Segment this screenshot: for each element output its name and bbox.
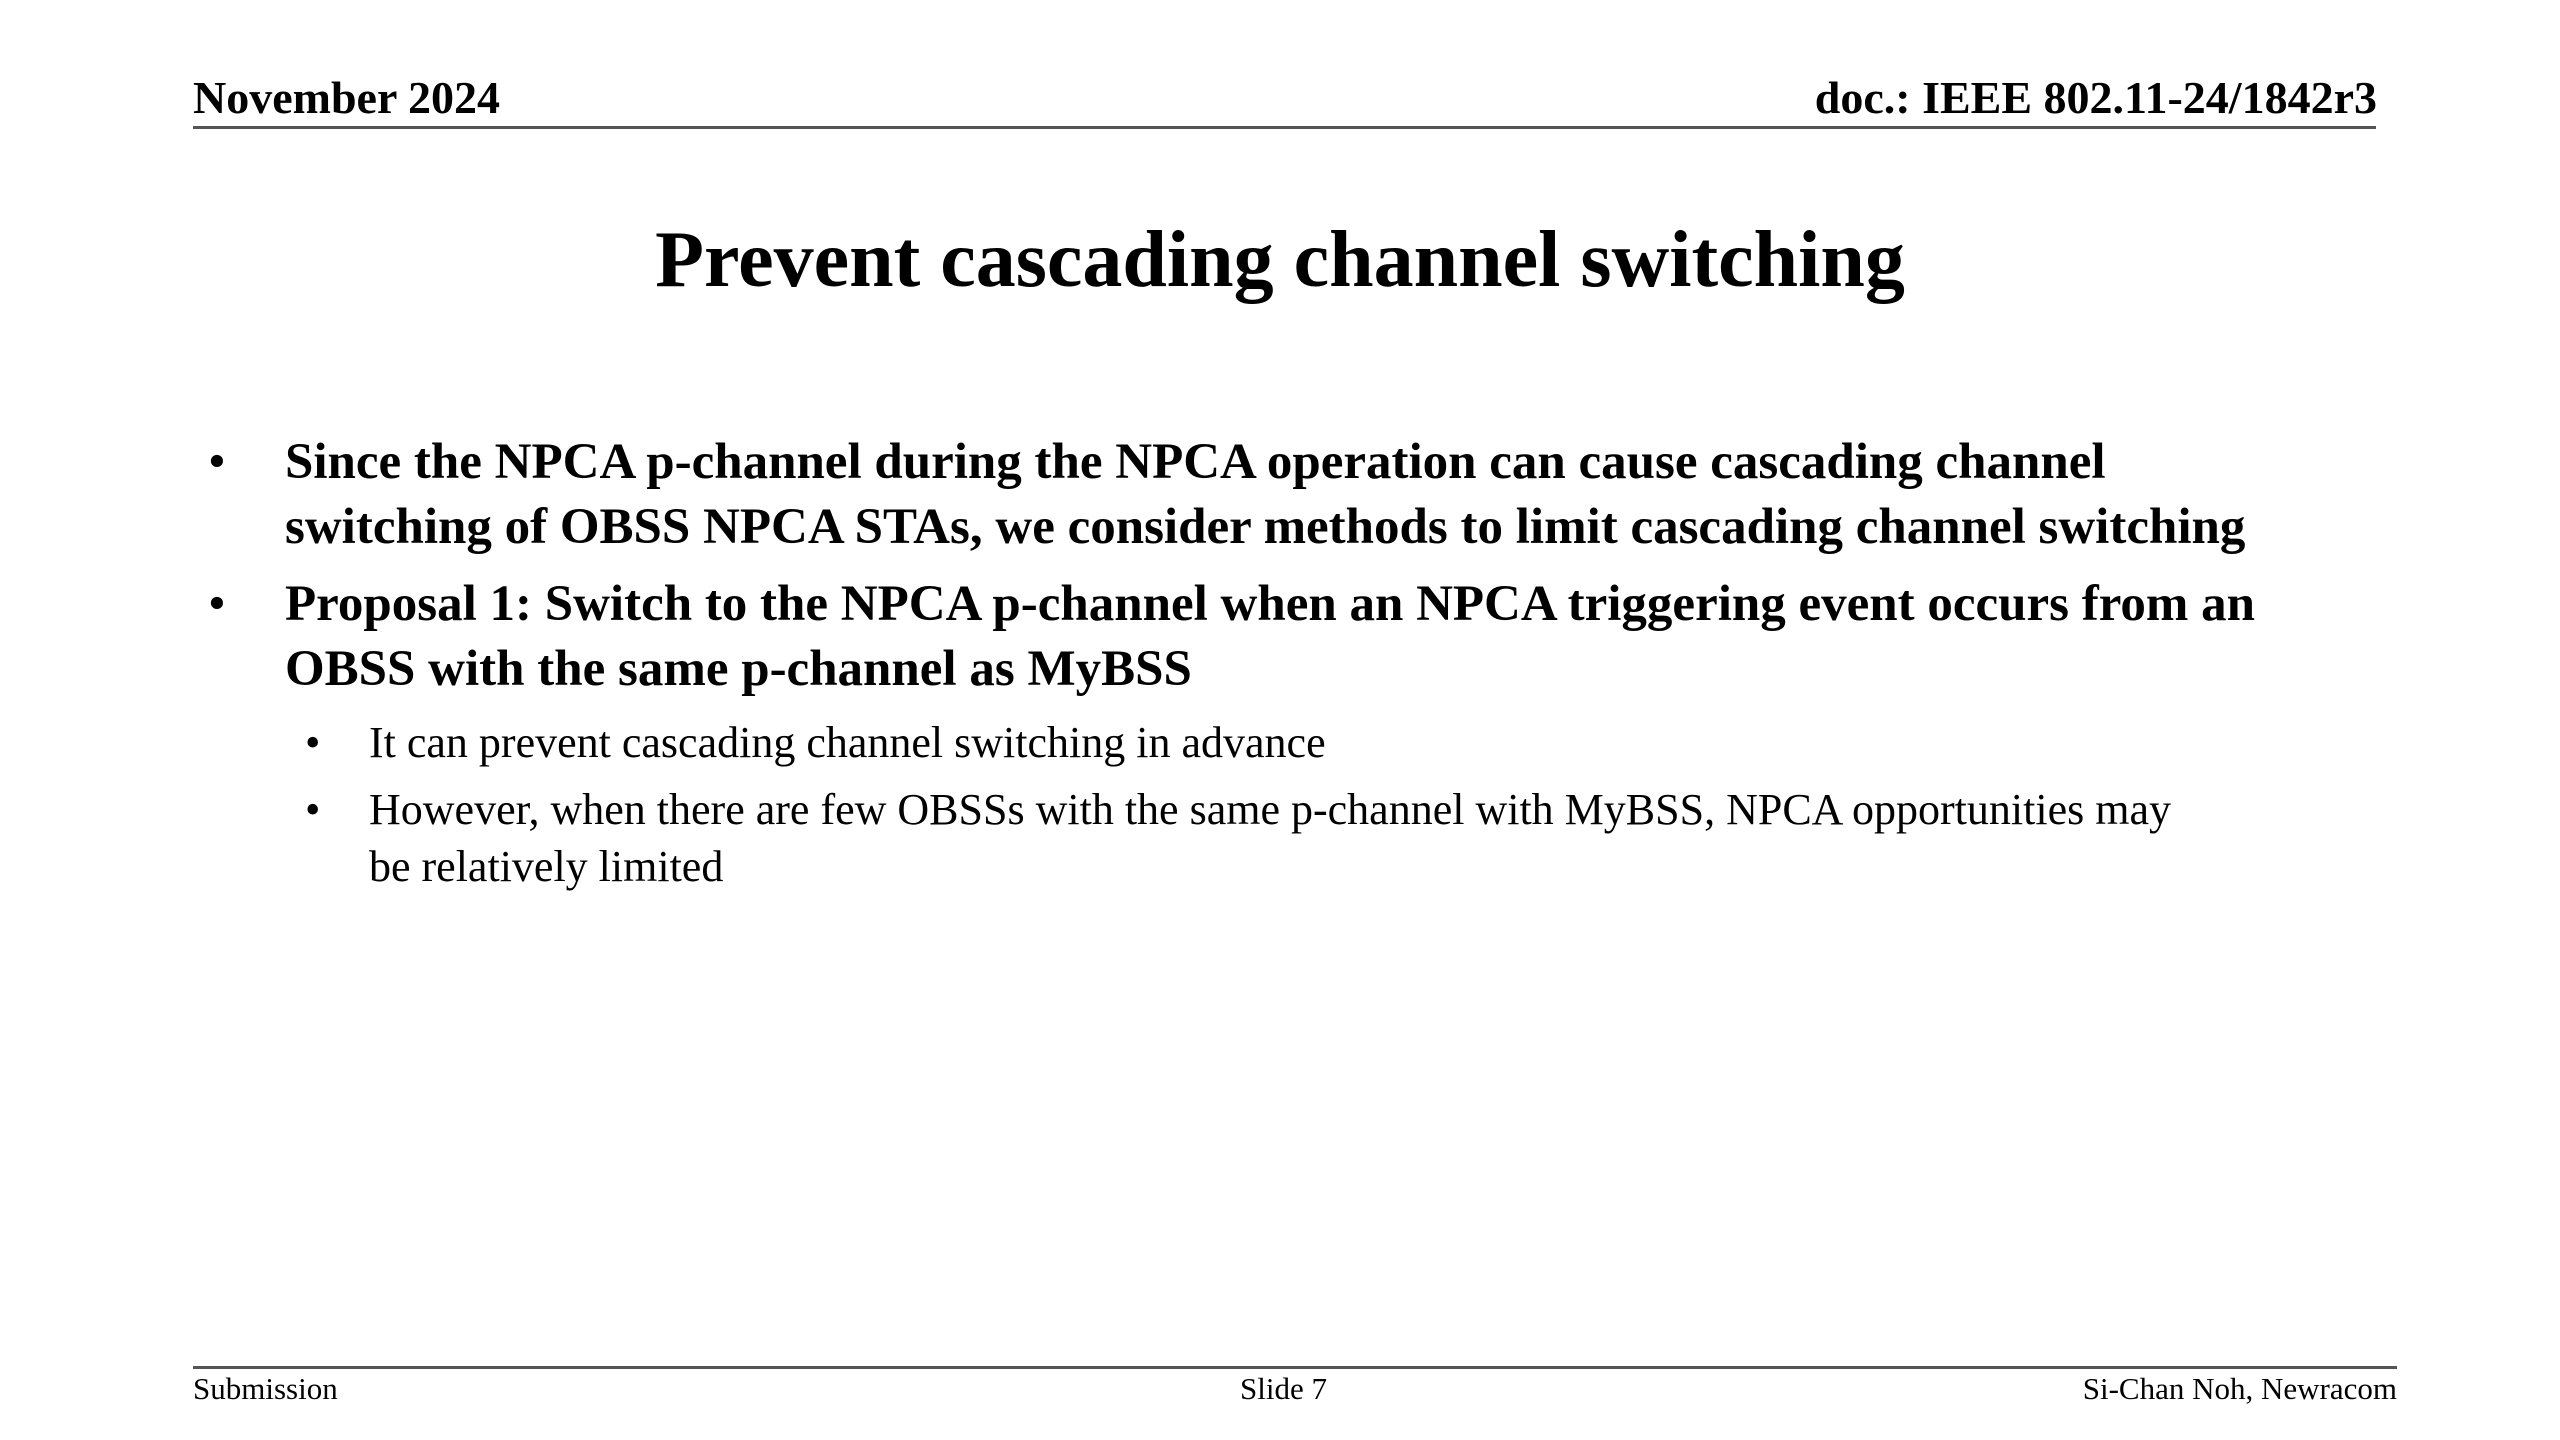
bullet-1-line-2: switching of OBSS NPCA STAs, we consider methods to limit cascading channel switching	[285, 499, 2246, 555]
bullet-glyph: •	[208, 434, 226, 490]
sub-bullet-glyph: •	[305, 785, 321, 834]
bullet-1	[205, 430, 2385, 560]
slide-body	[205, 430, 2385, 905]
bullet-2	[205, 572, 2385, 702]
sub-bullet-2-line-1: However, when there are few OBSSs with the same p-channel with MyBSS, NPCA opportunities may	[369, 785, 2171, 834]
sub-bullet-glyph: •	[305, 718, 321, 767]
footer-divider	[193, 1366, 2397, 1369]
bullet-glyph: •	[208, 576, 226, 632]
header-divider	[193, 126, 2376, 129]
slide-title: Prevent cascading channel switching	[655, 216, 1905, 304]
bullet-2-line-1: Proposal 1: Switch to the NPCA p-channel when an NPCA triggering event occurs from an	[285, 576, 2256, 632]
footer-slide-number: Slide 7	[1240, 1371, 1327, 1406]
sub-bullet-2	[305, 781, 2385, 895]
footer-submission: Submission	[193, 1371, 338, 1406]
header-date: November 2024	[193, 72, 501, 123]
sub-bullet-1	[305, 714, 2385, 771]
bullet-2-line-2: OBSS with the same p-channel as MyBSS	[285, 641, 1192, 697]
footer-author: Si-Chan Noh, Newracom	[2082, 1371, 2397, 1406]
header-doc-id: doc.: IEEE 802.11-24/1842r3	[1814, 72, 2377, 123]
sub-bullet-1-line-1: It can prevent cascading channel switching in advance	[369, 718, 1326, 767]
sub-bullet-2-line-2: be relatively limited	[369, 842, 724, 891]
bullet-1-line-1: Since the NPCA p-channel during the NPCA operation can cause cascading channel	[285, 434, 2106, 490]
